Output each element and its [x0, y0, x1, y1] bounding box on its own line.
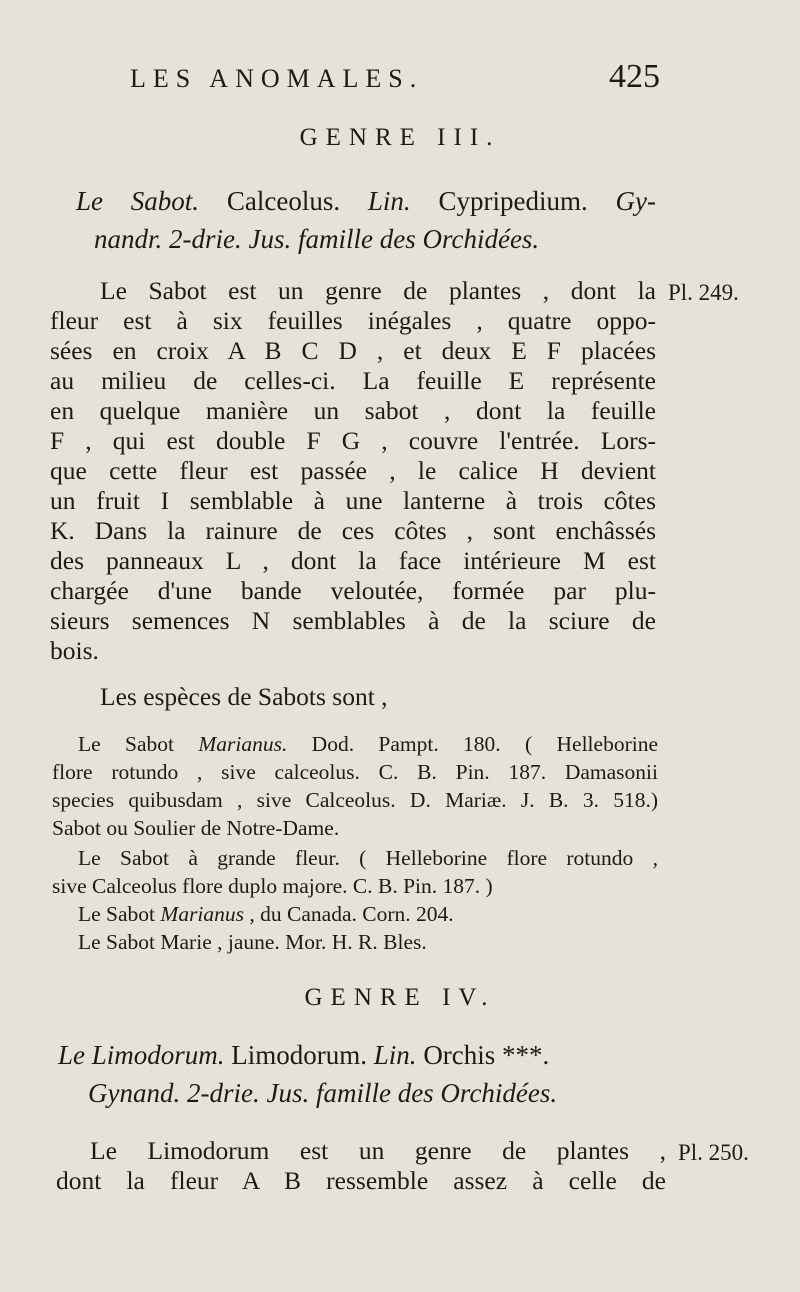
species-line: [78, 930, 427, 955]
genre-iii-paragraph-line: des panneaux L , dont la face intérieure M est: [50, 546, 656, 575]
text-run: Le Sabot: [78, 732, 199, 756]
text-run: flore rotundo , sive calceolus. C. B. Pin. 187. Damasonii: [52, 760, 658, 784]
text-run: Le Sabot.: [76, 186, 200, 216]
genre-iii-title-line-1: [76, 186, 656, 217]
genre-iv-paragraph-line: Le Limodorum est un genre de plantes ,: [90, 1136, 666, 1165]
genre-iv-title-line-1: [58, 1040, 549, 1071]
genre-iii-paragraph-line: sées en croix A B C D , et deux E F placées: [50, 336, 656, 365]
text-run: Marianus.: [198, 732, 288, 756]
text-run: Gynand. 2-drie. Jus. famille des Orchidées.: [88, 1078, 558, 1108]
page-number: 425: [609, 58, 660, 95]
running-head-title: LES ANOMALES.: [130, 64, 424, 93]
text-run: Le Limodorum.: [58, 1040, 225, 1070]
margin-note-pl-249: Pl. 249.: [668, 280, 739, 305]
genre-iii-paragraph-line: que cette fleur est passée , le calice H devient: [50, 456, 656, 485]
text-run: Lin.: [373, 1040, 417, 1070]
genre-iii-paragraph-line: bois.: [50, 636, 99, 665]
text-run: Le Sabot Marie , jaune. Mor. H. R. Bles.: [78, 930, 427, 954]
text-run: nandr. 2-drie. Jus. famille des Orchidées.: [94, 224, 540, 254]
text-run: Marianus: [160, 902, 245, 926]
genre-iii-paragraph-line: Le Sabot est un genre de plantes , dont la: [100, 276, 656, 305]
text-run: Lin.: [367, 186, 411, 216]
text-run: Le Sabot à grande fleur. ( Helleborine flore rotundo ,: [78, 846, 658, 870]
species-line: [78, 732, 658, 757]
species-line: [52, 760, 658, 785]
genre-iii-paragraph-line: sieurs semences N semblables à de la sciure de: [50, 606, 656, 635]
text-run: Cypripedium.: [410, 186, 616, 216]
text-run: , du Canada. Corn. 204.: [244, 902, 454, 926]
species-line: [78, 902, 454, 927]
genre-iii-paragraph-line: chargée d'une bande veloutée, formée par plu-: [50, 576, 656, 605]
genre-iii-heading: GENRE III.: [299, 124, 501, 151]
genre-iii-paragraph-line: K. Dans la rainure de ces côtes , sont enchâssés: [50, 516, 656, 545]
text-run: species quibusdam , sive Calceolus. D. Mariæ. J. B. 3. 518.): [52, 788, 658, 812]
species-line: [52, 816, 339, 841]
running-head: [130, 58, 660, 98]
species-line: [52, 874, 493, 899]
text-run: Le Sabot: [78, 902, 161, 926]
text-run: Calceolus.: [199, 186, 368, 216]
species-intro: Les espèces de Sabots sont ,: [100, 682, 388, 711]
margin-note-pl-250: Pl. 250.: [678, 1140, 749, 1165]
text-run: Limodorum.: [224, 1040, 374, 1070]
genre-iii-paragraph-line: F , qui est double F G , couvre l'entrée. Lors-: [50, 426, 656, 455]
species-line: [52, 788, 658, 813]
genre-iv-title-line-2: [88, 1078, 557, 1109]
genre-iv-paragraph-line: dont la fleur A B ressemble assez à celle de: [56, 1166, 666, 1195]
species-line: [78, 846, 658, 871]
genre-iii-paragraph-line: au milieu de celles-ci. La feuille E représente: [50, 366, 656, 395]
genre-iii-paragraph-line: un fruit I semblable à une lanterne à trois côtes: [50, 486, 656, 515]
text-run: Gy-: [615, 186, 656, 216]
text-run: sive Calceolus flore duplo majore. C. B. Pin. 187. ): [52, 874, 493, 898]
genre-iii-title-line-2: [94, 224, 539, 255]
text-run: Sabot ou Soulier de Notre-Dame.: [52, 816, 340, 840]
genre-iv-heading: GENRE IV.: [304, 984, 496, 1011]
genre-iii-paragraph-line: en quelque manière un sabot , dont la feuille: [50, 396, 656, 425]
text-run: Dod. Pampt. 180. ( Helleborine: [287, 732, 658, 756]
text-run: Orchis ***.: [416, 1040, 550, 1070]
genre-iii-paragraph-line: fleur est à six feuilles inégales , quatre oppo-: [50, 306, 656, 335]
